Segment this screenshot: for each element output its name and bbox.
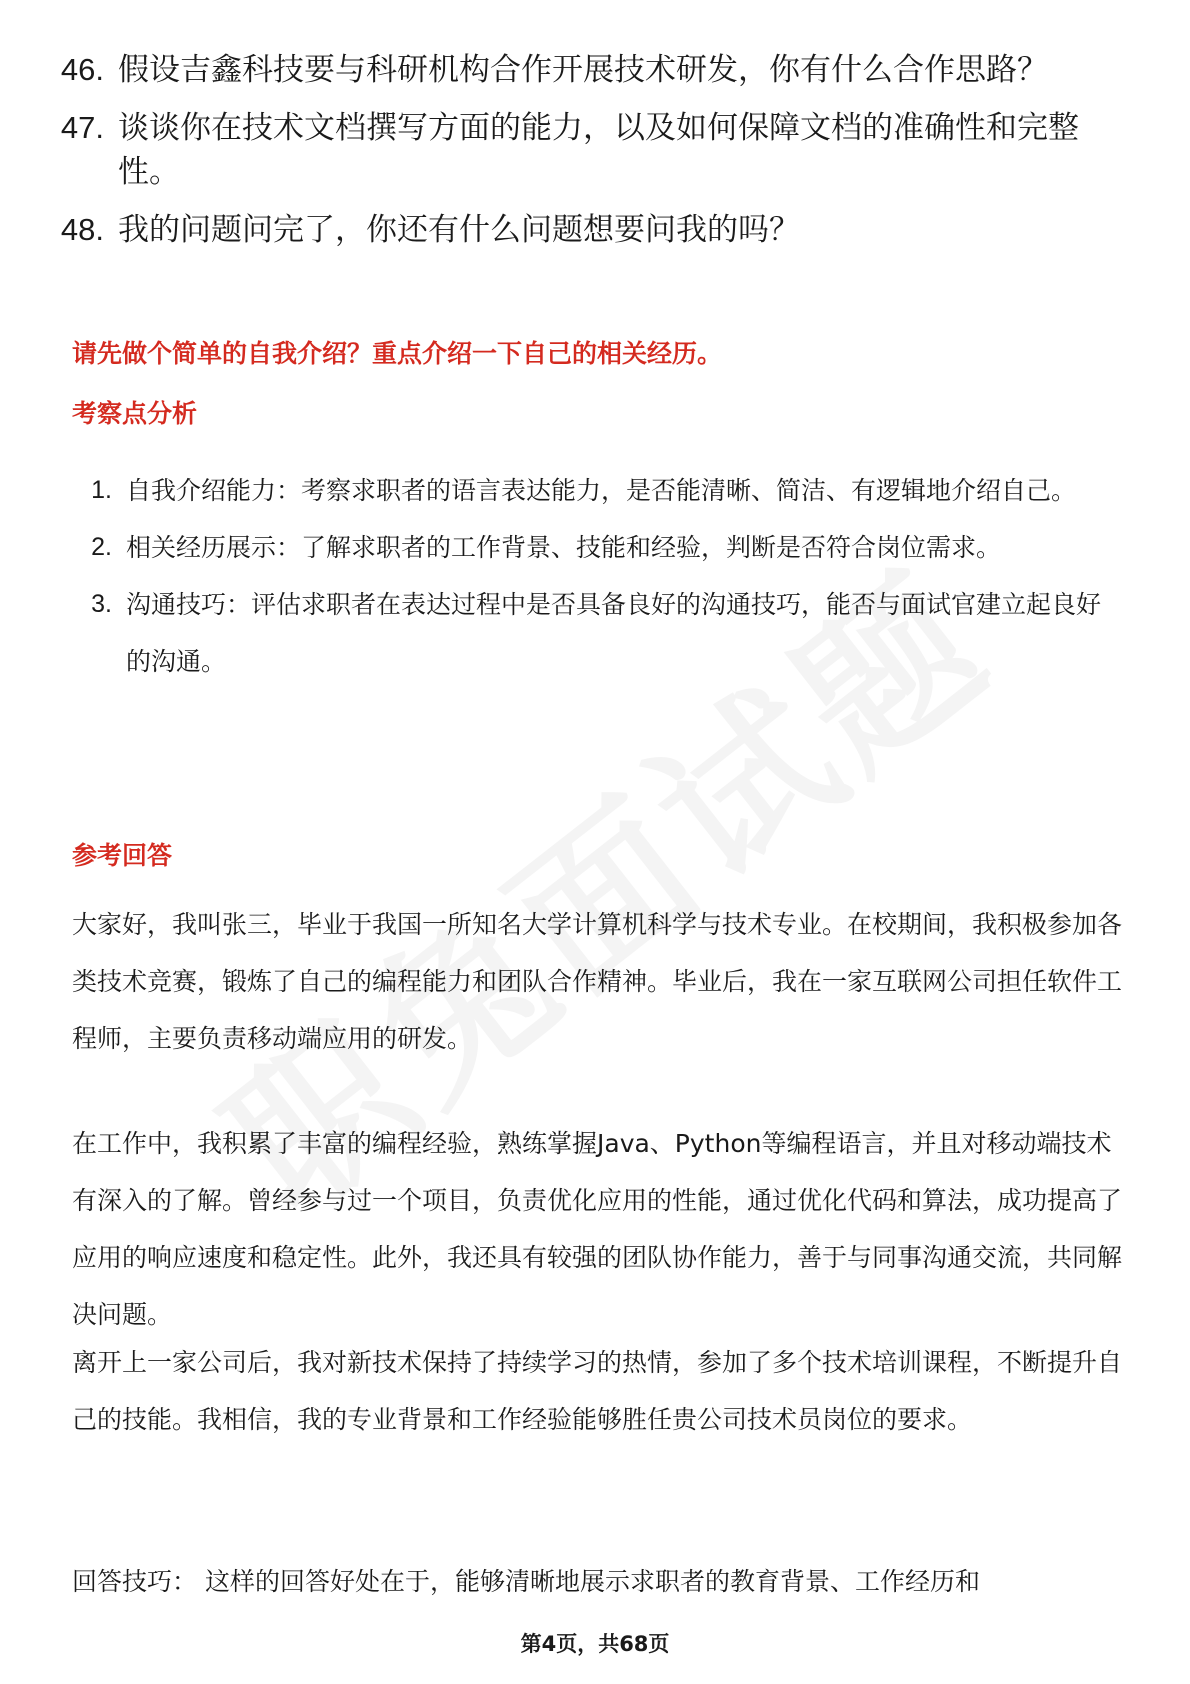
analysis-point-number: 2. — [91, 533, 112, 561]
analysis-point-number: 1. — [91, 476, 112, 504]
question-list — [52, 48, 1132, 266]
answer-tips-paragraph: 回答技巧： 这样的回答好处在于，能够清晰地展示求职者的教育背景、工作经历和 — [72, 1567, 980, 1596]
page-footer: 第4页，共68页 — [520, 1632, 670, 1656]
analysis-point-text: 自我介绍能力：考察求职者的语言表达能力，是否能清晰、简洁、有逻辑地介绍自己。 — [126, 476, 1077, 505]
answer-paragraph: 离开上一家公司后，我对新技术保持了持续学习的热情，参加了多个技术培训课程，不断提升自己的技能。我相信，我的专业背景和工作经验能够胜任贵公司技术员岗位的要求。 — [72, 1348, 1123, 1434]
question-text: 假设吉鑫科技要与科研机构合作开展技术研发，你有什么合作思路？ — [118, 52, 1048, 88]
analysis-point-text: 相关经历展示：了解求职者的工作背景、技能和经验，判断是否符合岗位需求。 — [126, 533, 1002, 562]
analysis-point — [72, 462, 1122, 519]
question-text: 我的问题问完了，你还有什么问题想要问我的吗？ — [118, 212, 800, 248]
question-number: 47. — [60, 110, 104, 145]
answer-paragraph: 大家好，我叫张三，毕业于我国一所知名大学计算机科学与技术专业。在校期间，我积极参加各类技术竞赛，锻炼了自己的编程能力和团队合作精神。毕业后，我在一家互联网公司担任软件工程师，主要负责移动端应用的研发。 — [72, 910, 1123, 1053]
analysis-point-number: 3. — [91, 590, 112, 618]
analysis-point-list — [72, 462, 1122, 690]
interview-question-heading: 请先做个简单的自我介绍？重点介绍一下自己的相关经历。 — [72, 339, 723, 368]
analysis-point — [72, 519, 1122, 576]
answer-heading: 参考回答 — [72, 841, 173, 870]
analysis-point-text: 沟通技巧：评估求职者在表达过程中是否具备良好的沟通技巧，能否与面试官建立起良好的沟通。 — [126, 590, 1102, 676]
question-number: 48. — [60, 212, 104, 247]
answer-paragraph: 在工作中，我积累了丰富的编程经验，熟练掌握Java、Python等编程语言，并且对移动端技术有深入的了解。曾经参与过一个项目，负责优化应用的性能，通过优化代码和算法，成功提高了应用的响应速度和稳定性。此外，我还具有较强的团队协作能力，善于与同事沟通交流，共同解决问题。 — [72, 1129, 1123, 1329]
question-item — [52, 208, 1132, 252]
question-item — [52, 106, 1132, 194]
analysis-heading: 考察点分析 — [72, 399, 198, 428]
analysis-point — [72, 576, 1122, 690]
question-number: 46. — [60, 52, 104, 87]
question-text: 谈谈你在技术文档撰写方面的能力，以及如何保障文档的准确性和完整性。 — [118, 110, 1079, 190]
question-item — [52, 48, 1132, 92]
